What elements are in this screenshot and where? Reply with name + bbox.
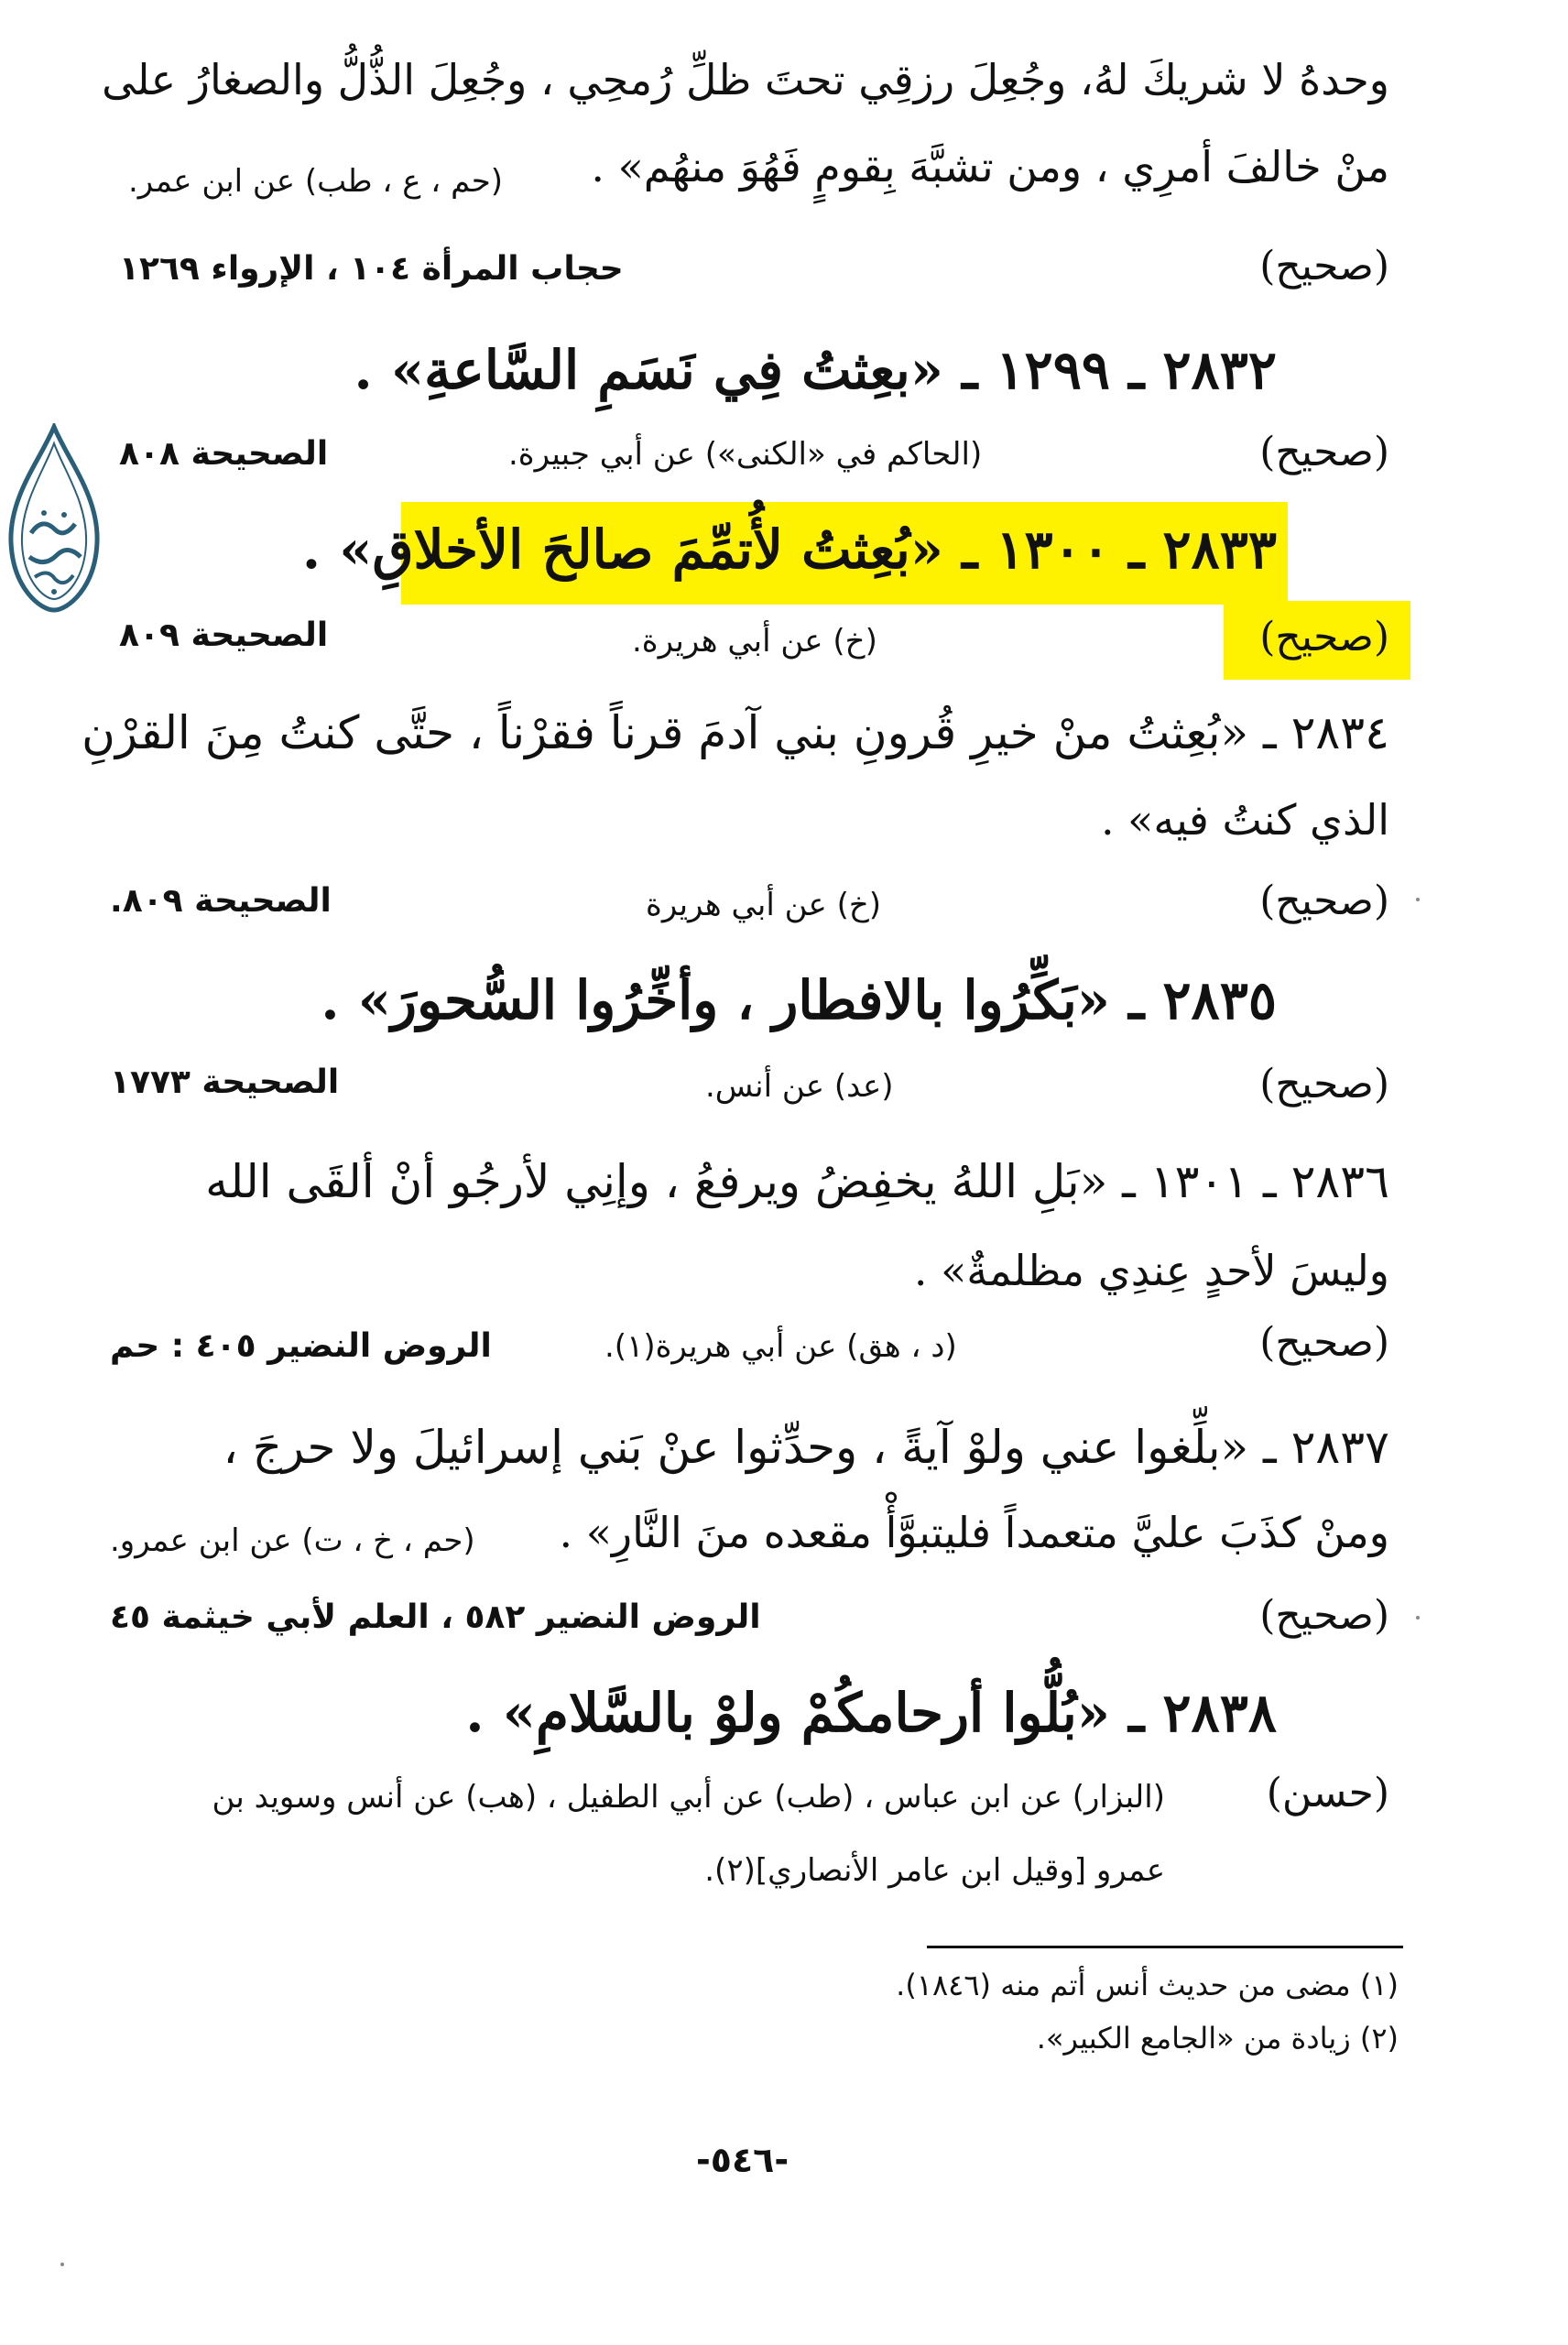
source-citation: (البزار) عن ابن عباس ، (طب) عن أبي الطفيل ، (هب) عن أنس وسويد بن	[212, 1779, 1165, 1816]
scan-speck	[60, 2263, 64, 2266]
hadith-heading: ٢٨٣٨ ـ «بُلُّوا أرحامكُمْ ولوْ بالسَّلامِ» .	[465, 1682, 1277, 1744]
text-line: وحدهُ لا شريكَ لهُ، وجُعِلَ رزقِي تحتَ ظلِّ رُمحِي ، وجُعِلَ الذُّلُّ والصغارُ على	[102, 55, 1389, 104]
footnote-divider	[927, 1946, 1403, 1948]
text-line: الذي كنتُ فيه» .	[1100, 795, 1389, 845]
scan-speck	[1416, 1616, 1420, 1620]
grade-label: (صحيح)	[1259, 1061, 1389, 1107]
source-citation: عمرو [وقيل ابن عامر الأنصاري](٢).	[704, 1852, 1165, 1889]
hadith-heading: ٢٨٣٦ ـ ١٣٠١ ـ «بَلِ اللهُ يخفِضُ ويرفعُ ، وإنِي لأرجُو أنْ ألقَى الله	[205, 1155, 1389, 1208]
source-citation: (الحاكم في «الكنى») عن أبي جبيرة.	[508, 436, 983, 473]
reference: حجاب المرأة ١٠٤ ، الإرواء ١٢٦٩	[119, 250, 624, 288]
source-citation: (حم ، ع ، طب) عن ابن عمر.	[128, 163, 503, 200]
grade-label: (صحيح)	[1259, 614, 1389, 660]
footnote: (١) مضى من حديث أنس أتم منه (١٨٤٦).	[896, 1968, 1399, 2002]
grade-label: (صحيح)	[1259, 429, 1389, 475]
reference: الصحيحة ٨٠٩	[119, 616, 329, 654]
reference: الروض النضير ٥٨٢ ، العلم لأبي خيثمة ٤٥	[110, 1598, 761, 1636]
grade-label: (صحيح)	[1259, 1592, 1389, 1639]
reference: الصحيحة ١٧٧٣	[110, 1063, 340, 1101]
scan-speck	[1416, 898, 1420, 901]
source-citation: (خ) عن أبي هريرة	[646, 887, 882, 923]
reference: الصحيحة ٨٠٩.	[110, 882, 332, 920]
hadith-heading: ٢٨٣٣ ـ ١٣٠٠ ـ «بُعِثتُ لأُتمِّمَ صالحَ الأخلاقِ» .	[301, 518, 1277, 581]
text-line: ومنْ كذَبَ عليَّ متعمداً فليتبوَّأْ مقعده منَ النَّارِ» .	[559, 1508, 1389, 1557]
hadith-heading: ٢٨٣٧ ـ «بلِّغوا عني ولوْ آيةً ، وحدِّثوا عنْ بَني إسرائيلَ ولا حرجَ ،	[223, 1421, 1389, 1474]
seal-logo-icon	[4, 423, 104, 616]
hadith-heading: ٢٨٣٤ ـ «بُعِثتُ منْ خيرِ قُرونِ بني آدمَ قرناً فقرْناً ، حتَّى كنتُ مِنَ القرْنِ	[82, 706, 1389, 759]
grade-label: (صحيح)	[1259, 1319, 1389, 1366]
text-line: منْ خالفَ أمرِي ، ومن تشبَّهَ بِقومٍ فَهُوَ منهُم» .	[591, 142, 1389, 191]
reference: الصحيحة ٨٠٨	[119, 435, 329, 473]
text-line: وليسَ لأحدٍ عِندِي مظلمةٌ» .	[913, 1246, 1389, 1295]
source-citation: (د ، هق) عن أبي هريرة(١).	[604, 1328, 957, 1365]
grade-label: (حسن)	[1266, 1770, 1389, 1816]
source-citation: (عد) عن أنس.	[705, 1068, 894, 1105]
hadith-heading: ٢٨٣٢ ـ ١٢٩٩ ـ «بعِثتُ فِي نَسَمِ السَّاعةِ» .	[354, 339, 1277, 401]
grade-label: (صحيح)	[1259, 243, 1389, 289]
reference: الروض النضير ٤٠٥ : حم	[110, 1327, 492, 1365]
page-number: -٥٤٦-	[696, 2140, 789, 2180]
hadith-heading: ٢٨٣٥ ـ «بَكِّرُوا بالافطار ، وأخِّرُوا السُّحورَ» .	[321, 969, 1277, 1031]
source-citation: (خ) عن أبي هريرة.	[632, 623, 877, 660]
footnote: (٢) زيادة من «الجامع الكبير».	[1036, 2021, 1399, 2056]
grade-label: (صحيح)	[1259, 878, 1389, 924]
source-citation: (حم ، خ ، ت) عن ابن عمرو.	[110, 1522, 475, 1559]
